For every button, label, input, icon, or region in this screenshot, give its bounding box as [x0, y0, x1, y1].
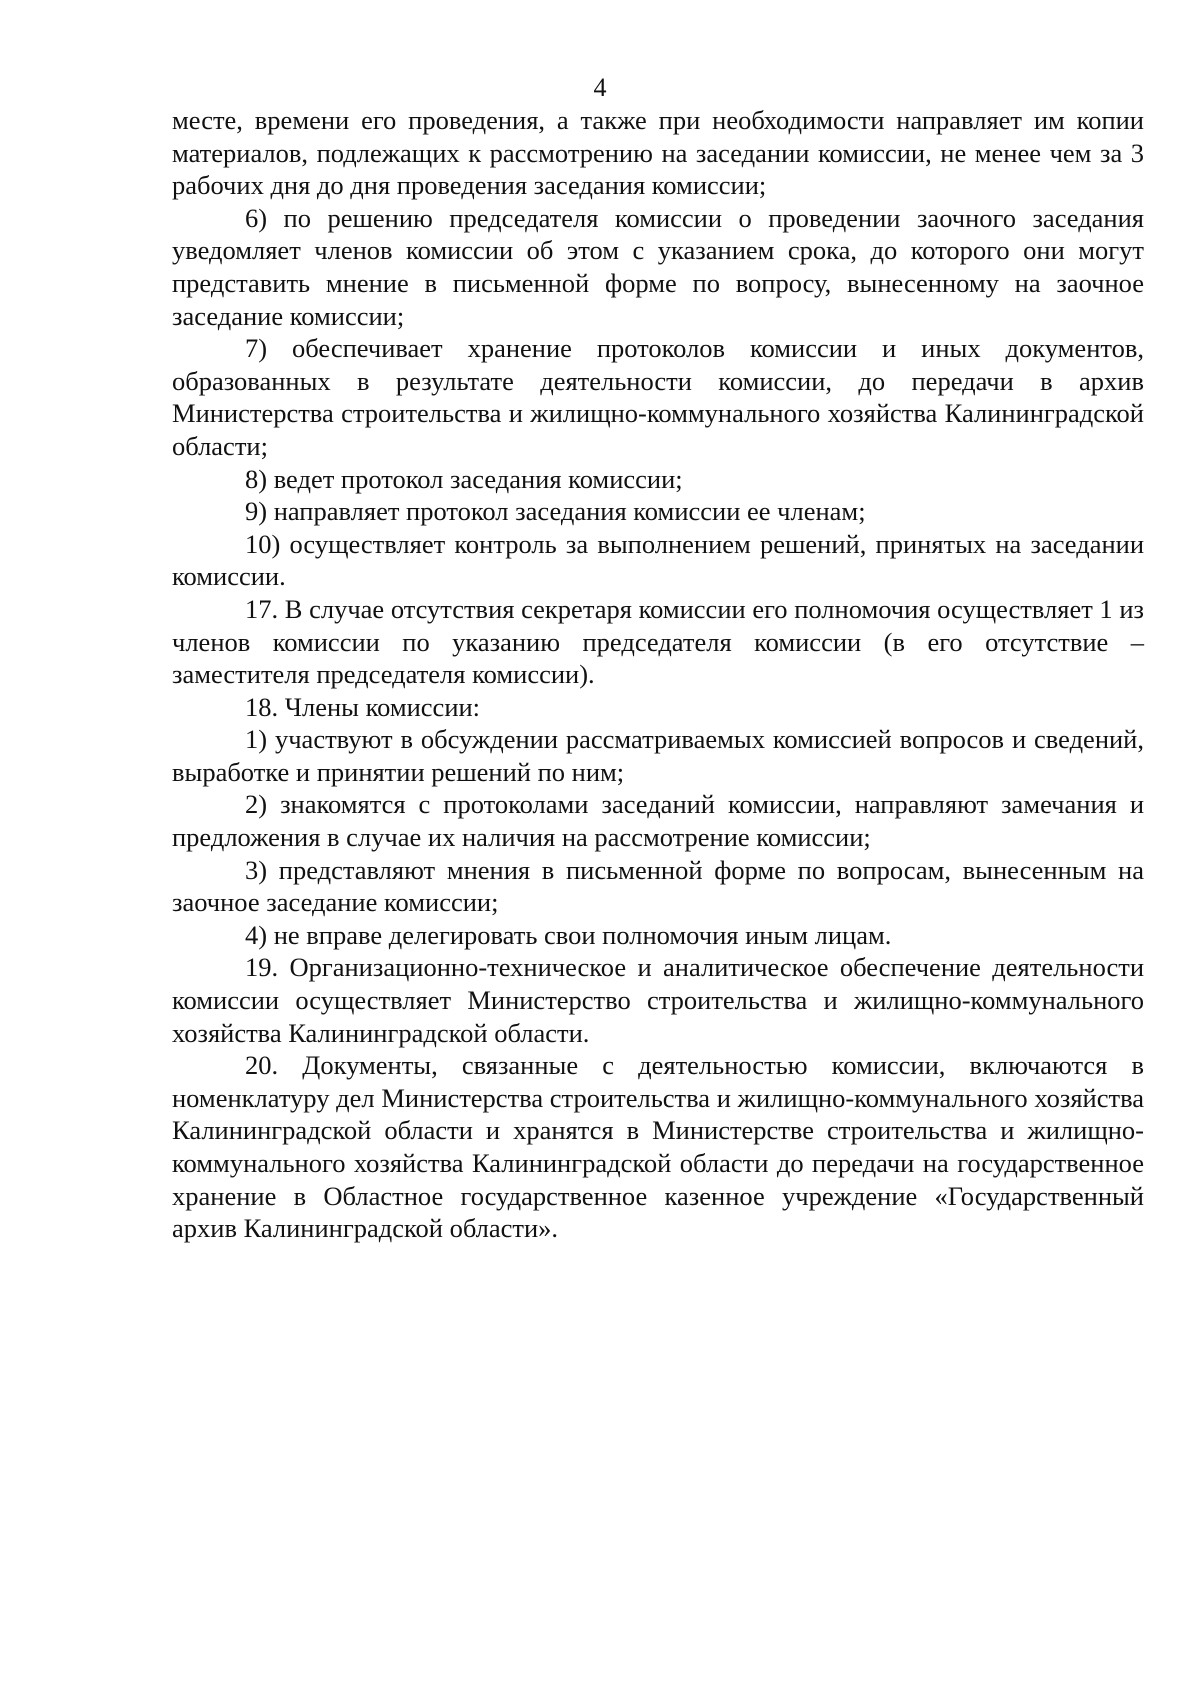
page-number: 4	[593, 73, 607, 102]
paragraph-section-18-item-1: 1) участвуют в обсуждении рассматриваемых комиссией вопросов и сведений, выработке и принятии решений по ним;	[172, 724, 1144, 787]
paragraph-continuation: месте, времени его проведения, а также при необходимости направляет им копии материалов, подлежащих к рассмотрению на заседании комиссии, не менее чем за 3 рабочих дня до дня проведения заседания комиссии;	[172, 105, 1144, 201]
paragraph-item-9: 9) направляет протокол заседания комиссии ее членам;	[245, 496, 866, 527]
paragraph-section-19: 19. Организационно-техническое и аналитическое обеспечение деятельности комиссии осуществляет Министерство строительства и жилищно-коммунального хозяйства Калининградской области.	[172, 952, 1144, 1048]
document-body	[172, 104, 1144, 1245]
paragraph-section-17: 17. В случае отсутствия секретаря комиссии его полномочия осуществляет 1 из членов комиссии по указанию председателя комиссии (в его отсутствие – заместителя председателя комиссии).	[172, 593, 1144, 690]
paragraph-section-18: 18. Члены комиссии:	[245, 691, 481, 722]
paragraph-section-18-item-2: 2) знакомятся с протоколами заседаний комиссии, направляют замечания и предложения в случае их наличия на рассмотрение комиссии;	[172, 789, 1144, 853]
paragraph-section-18-item-3: 3) представляют мнения в письменной форме по вопросам, вынесенным на заочное заседание комиссии;	[172, 854, 1144, 918]
paragraph-item-10: 10) осуществляет контроль за выполнением решений, принятых на заседании комиссии.	[172, 528, 1144, 592]
paragraph-item-8: 8) ведет протокол заседания комиссии;	[245, 463, 683, 494]
paragraph-item-6: 6) по решению председателя комиссии о проведении заочного заседания уведомляет членов комиссии об этом с указанием срока, до которого они могут представить мнение в письменной форме по вопросу, вынесенному на заочное заседание комиссии;	[172, 202, 1144, 331]
paragraph-section-20: 20. Документы, связанные с деятельностью комиссии, включаются в номенклатуру дел Министерства строительства и жилищно-коммунального хозяйства Калининградской области и хранятся в Министерстве строительства и жилищно-коммунального хозяйства Калининградской области до передачи на государственное хранение в Областное государственное казенное учреждение «Государственный архив Калининградской области».	[172, 1050, 1144, 1244]
paragraph-section-18-item-4: 4) не вправе делегировать свои полномочия иным лицам.	[245, 919, 892, 950]
paragraph-item-7: 7) обеспечивает хранение протоколов комиссии и иных документов, образованных в результате деятельности комиссии, до передачи в архив Министерства строительства и жилищно-коммунального хозяйства Калининградской области;	[172, 333, 1144, 461]
